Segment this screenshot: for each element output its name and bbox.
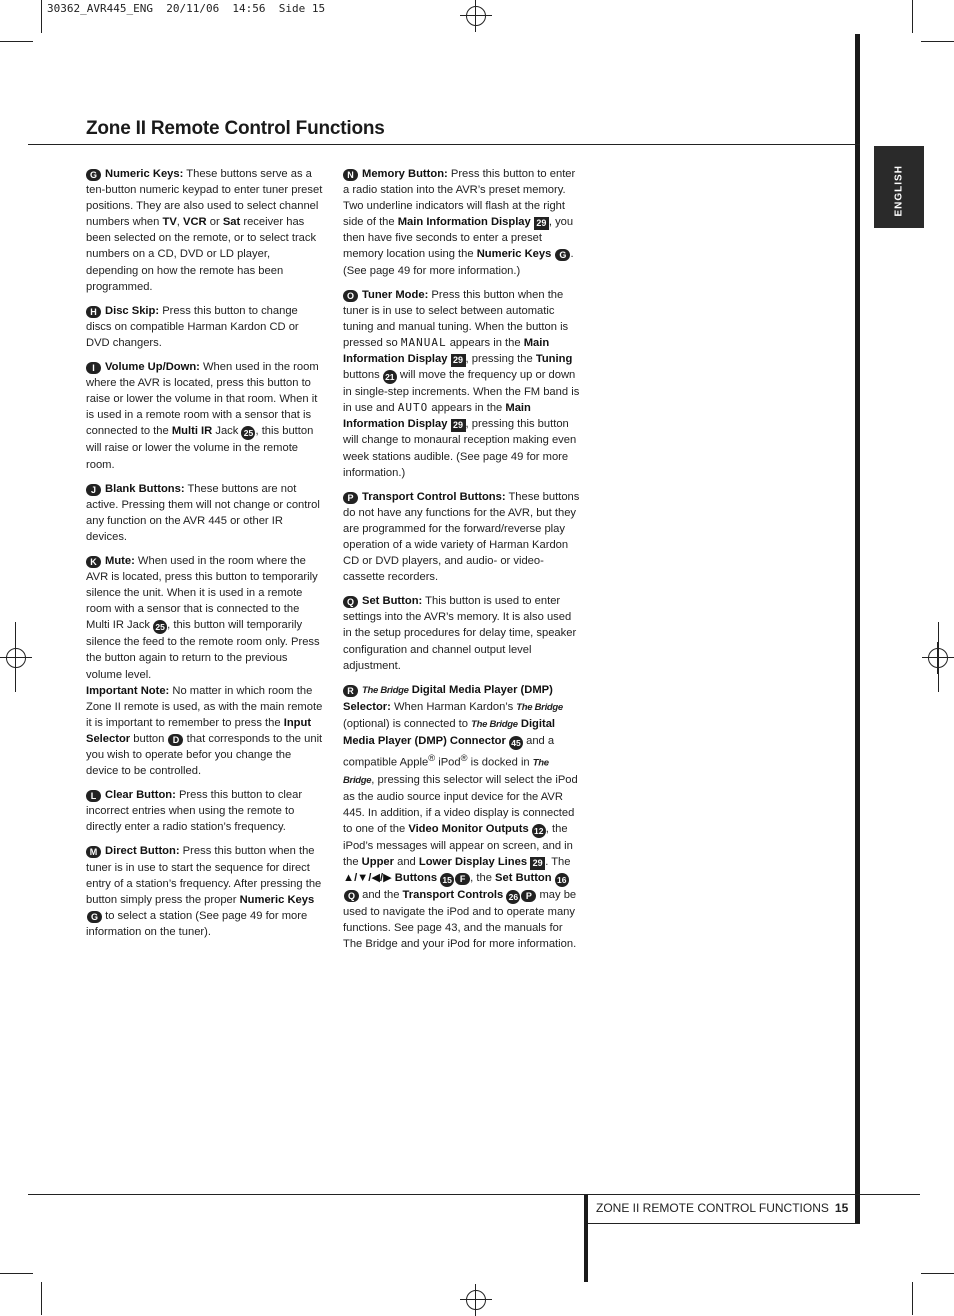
left-column: [86, 166, 324, 948]
keyword: Tuning: [535, 353, 573, 366]
entry-disc-skip: [86, 303, 324, 351]
entry-text: to select a station (See page 49 for more information on the tuner).: [86, 909, 308, 938]
crop-mark: [0, 41, 33, 42]
entry-text: Press this button to change discs on compatible Harman Kardon CD or DVD changers.: [86, 304, 299, 349]
crop-mark: [912, 0, 913, 33]
square-number-badge: 29: [451, 354, 466, 367]
entry-text: , the: [470, 872, 496, 885]
entry-text: button: [130, 732, 168, 745]
entry-text: Press this button to clear incorrect entries when using the remote to directly enter a radio station’s frequency.: [86, 789, 303, 834]
display-text-auto: AUTO: [397, 401, 429, 415]
entry-text: , this button will raise or lower the volume in the remote room.: [86, 425, 314, 471]
reg-line: [15, 622, 16, 692]
right-column: [343, 166, 581, 961]
entry-text: This button is used to enter settings into the AVR’s memory. It is also used in the setup procedures for delay time, speaker configuration and channel output level adjustment.: [343, 595, 577, 672]
keyword: Main Information Display: [397, 216, 531, 229]
letter-badge: D: [168, 734, 183, 746]
reg-line: [938, 622, 939, 692]
letter-badge: O: [343, 290, 358, 302]
the-bridge-logo: The Bridge: [516, 701, 563, 713]
entry-tuner-mode: [343, 287, 581, 481]
keyword: Sat: [222, 216, 241, 229]
entry-text: iPod: [435, 756, 461, 769]
keyword: Transport Controls: [402, 889, 504, 902]
keyword: Main Information Display: [343, 336, 550, 366]
number-badge: 21: [383, 370, 397, 384]
entry-title: Mute:: [105, 554, 135, 567]
number-badge: 15: [440, 873, 454, 887]
entry-text: Press this button when the tuner is in use to start the sequence for direct entry of a station’s frequency. After pressing the button simply press the proper: [86, 845, 322, 906]
letter-badge: P: [343, 492, 358, 504]
letter-badge: G: [86, 169, 101, 181]
keyword: Multi IR: [171, 425, 213, 438]
crop-mark: [41, 0, 42, 33]
entry-text: Press this button when the tuner is in use to select between automatic tuning and manual tuning. When the button is pressed so: [343, 288, 569, 349]
number-badge: 16: [555, 873, 569, 887]
entry-text: No matter in which room the Zone II remote is used, as with the main remote it is important to remember to press the: [86, 684, 323, 729]
printer-slug: 30362_AVR445_ENG 20/11/06 14:56 Side 15: [47, 2, 326, 15]
crop-mark: [921, 41, 954, 42]
entry-blank-buttons: [86, 481, 324, 545]
entry-text: or: [206, 216, 223, 229]
letter-badge: K: [86, 556, 101, 568]
keyword: Set Button: [495, 872, 552, 885]
page-title: Zone II Remote Control Functions: [86, 118, 385, 139]
entry-title: Tuner Mode:: [362, 288, 429, 301]
crop-mark: [921, 1273, 954, 1274]
page-footer: [596, 1201, 848, 1215]
square-number-badge: 29: [530, 857, 545, 870]
entry-text: and: [394, 856, 419, 869]
letter-badge: I: [86, 362, 101, 374]
entry-text: appears in the: [428, 402, 506, 415]
keyword: Digital Media Player (DMP) Connector: [343, 717, 556, 747]
number-badge: 12: [532, 824, 546, 838]
footer-rule: [28, 1194, 920, 1195]
letter-badge: H: [86, 306, 101, 318]
language-tab: [874, 146, 924, 228]
entry-text: When Harman Kardon’s: [390, 700, 517, 713]
entry-text: and the: [359, 889, 403, 902]
entry-dmp-selector: [343, 682, 581, 953]
letter-badge: L: [86, 790, 101, 802]
entry-text: Press this button to enter a radio station into the AVR’s preset memory. Two underline indicators will flash at the right side of the: [343, 168, 576, 229]
entry-mute: [86, 553, 324, 683]
letter-badge: N: [343, 169, 358, 181]
entry-title: Digital Media Player (DMP) Selector:: [343, 683, 553, 713]
keyword: Numeric Keys: [476, 248, 552, 261]
letter-badge: G: [87, 911, 102, 923]
footer-section: ZONE II REMOTE CONTROL FUNCTIONS: [596, 1201, 829, 1215]
entry-text: , pressing this button will change to monaural reception making even week stations audible. (See page 49 for more information.): [343, 418, 577, 479]
page-number: 15: [834, 1201, 849, 1215]
letter-badge: P: [521, 890, 536, 902]
letter-badge: J: [86, 484, 101, 496]
entry-text: and a compatible Apple: [343, 735, 555, 769]
entry-text: ,: [176, 216, 184, 229]
entry-title: Set Button:: [362, 595, 423, 608]
letter-badge: R: [343, 685, 358, 697]
registration-mark-top: [460, 0, 492, 32]
keyword: Upper: [361, 856, 394, 869]
entry-text: appears in the: [446, 336, 524, 349]
footer-underline: [588, 1223, 860, 1224]
page-side-bar: [855, 34, 860, 1224]
entry-text: , the iPod’s messages will appear on screen, and in the: [343, 823, 573, 869]
entry-title: Direct Button:: [105, 845, 180, 858]
important-note: [86, 683, 324, 780]
entry-text: When used in the room where the AVR is located, press this button to temporarily silence the unit. When it is used in a remote room with a sensor that is connected to the Multi IR Jack: [86, 554, 318, 632]
entry-title: Clear Button:: [105, 789, 176, 802]
footer-side-bar: [584, 1195, 588, 1282]
square-number-badge: 29: [451, 419, 466, 432]
entry-text: receiver has been selected on the remote, or to select track numbers on a CD, DVD or LD player, depending on how the remote has been programmed.: [86, 216, 317, 293]
entry-text: is docked in: [467, 756, 533, 769]
entry-title: Transport Control Buttons:: [362, 490, 506, 503]
entry-title: Volume Up/Down:: [105, 361, 200, 374]
letter-badge: M: [86, 846, 101, 858]
display-text-manual: MANUAL: [400, 335, 447, 349]
entry-text: , this button will temporarily silence the feed to the remote room only. Press the button again to return to the previous volume level.: [86, 619, 320, 681]
entry-text: When used in the room where the AVR is located, press this button to raise or lower the volume in that room. When it is used in a remote room with a sensor that is connected to the: [86, 361, 319, 438]
entry-text: . The: [545, 856, 571, 869]
keyword: Main Information Display: [343, 402, 531, 431]
keyword: TV: [162, 216, 177, 229]
entry-text: , you then have five seconds to enter a preset memory location using the: [343, 216, 574, 261]
keyword: Video Monitor Outputs: [408, 823, 529, 836]
the-bridge-logo: The Bridge: [343, 757, 549, 786]
letter-badge: F: [455, 873, 470, 885]
entry-text: (optional) is connected to: [343, 717, 472, 730]
crop-mark: [41, 1282, 42, 1315]
keyword: Numeric Keys: [239, 893, 315, 906]
entry-memory-button: [343, 166, 581, 279]
keyword: Input Selector: [86, 716, 312, 745]
entry-text: that corresponds to the unit you wish to operate befor you change the device to be controlled.: [86, 732, 323, 778]
entry-text: Jack: [212, 425, 242, 438]
number-badge: 25: [241, 426, 255, 440]
crop-mark: [912, 1282, 913, 1315]
the-bridge-logo: The Bridge: [471, 718, 518, 730]
title-rule: [28, 144, 860, 145]
entry-text: These buttons do not have any functions for the AVR, but they are programmed for the forward/reverse play operation of a wide variety of Harman Kardon CD or DVD players, and audio- or video-cassette recorders.: [343, 490, 580, 584]
keyword: ▲/▼/◀/▶ Buttons: [343, 872, 438, 885]
entry-text: may be used to navigate the iPod and to operate many functions. See page 43, and the manuals for The Bridge and your iPod for more information.: [343, 889, 577, 951]
letter-badge: Q: [343, 596, 358, 608]
entry-transport-control: [343, 489, 581, 586]
entry-set-button: [343, 593, 581, 673]
entry-title: Numeric Keys:: [105, 168, 184, 180]
registration-mark-left: [0, 642, 32, 674]
entry-text: These buttons serve as a ten-button numeric keypad to enter tuner preset positions. They are also used to select channel numbers when: [86, 168, 323, 229]
letter-badge: G: [555, 249, 570, 261]
registered-mark: ®: [428, 753, 436, 763]
keyword: VCR: [183, 216, 207, 229]
number-badge: 26: [506, 890, 520, 904]
keyword: Lower Display Lines: [418, 856, 528, 869]
the-bridge-logo: The Bridge: [362, 684, 409, 696]
entry-title: Disc Skip:: [105, 304, 160, 317]
entry-title: Memory Button:: [362, 168, 448, 180]
number-badge: 25: [153, 620, 167, 634]
crop-mark: [0, 1273, 33, 1274]
entry-clear-button: [86, 787, 324, 835]
entry-text: will move the frequency up or down in single-step increments. When the FM band is in use and: [343, 369, 580, 415]
entry-text: . (See page 49 for more information.): [343, 248, 574, 277]
square-number-badge: 29: [534, 217, 549, 230]
language-tab-label: ENGLISH: [893, 165, 905, 217]
entry-title: Blank Buttons:: [105, 482, 185, 495]
entry-volume: [86, 359, 324, 473]
entry-text: , pressing the: [465, 353, 536, 366]
entry-text: , pressing this selector will select the iPod as the audio source input device for the AVR 445. In addition, if a video display is connected to one of the: [343, 773, 578, 836]
note-title: Important Note:: [86, 684, 170, 697]
registration-mark-bottom: [460, 1284, 492, 1316]
entry-text: These buttons are not active. Pressing them will not change or control any function on the AVR 445 or other IR devices.: [86, 482, 320, 543]
number-badge: 45: [509, 736, 523, 750]
entry-direct-button: [86, 843, 324, 940]
letter-badge: Q: [344, 890, 359, 902]
entry-text: buttons: [343, 369, 383, 382]
entry-numeric-keys: [86, 166, 324, 295]
registered-mark: ®: [460, 753, 468, 763]
